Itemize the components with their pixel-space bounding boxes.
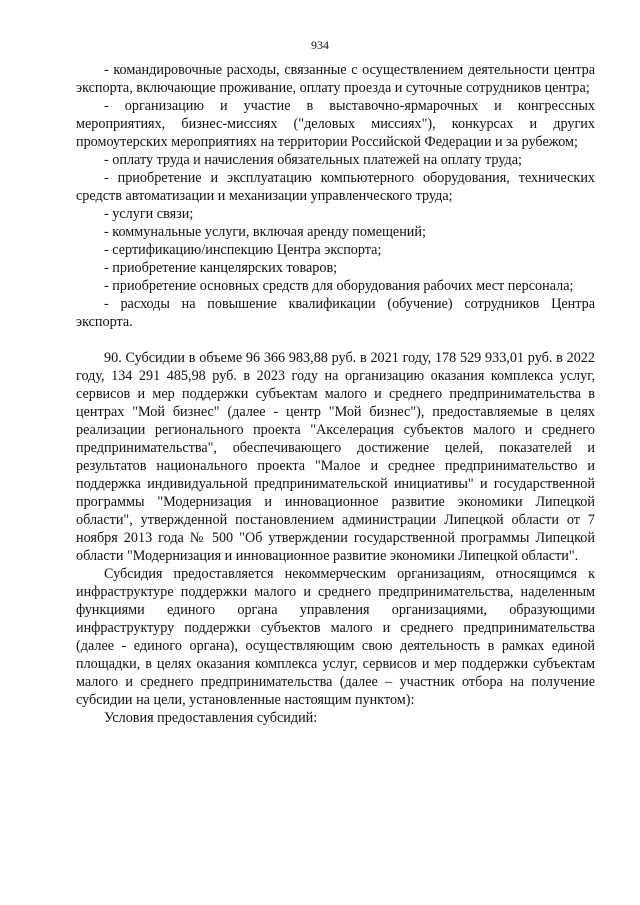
paragraph-subsidy-recipients: Субсидия предоставляется некоммерческим организациям, относящимся к инфраструктуре поддержки малого и среднего предпринимательства, наделенным функциями единого органа управления организациями, образующими инфраструктуру поддержки субъектов малого и среднего предпринимательства (далее - единого органа), осуществляющим свою деятельность в рамках единой площадки, в целях оказания комплекса услуг, сервисов и мер поддержки субъектам малого и среднего предпринимательства (далее – участник отбора на получение субсидии на цели, установленные настоящим пунктом): — [76, 566, 595, 708]
paragraph-subsidy-90: 90. Субсидии в объеме 96 366 983,88 руб. в 2021 году, 178 529 933,01 руб. в 2022 году, 134 291 485,98 руб. в 2023 году на организацию оказания комплекса услуг, сервисов и мер поддержки субъектам малого и среднего предпринимательства в центрах "Мой бизнес" (далее - центр "Мой бизнес"), предоставляемые в целях реализации регионального проекта "Акселерация субъектов малого и среднего предпринимательства", обеспечивающего достижение целей, показателей и результатов национального проекта "Малое и среднее предпринимательство и поддержка индивидуальной предпринимательской инициативы" и государственной программы "Модернизация и инновационное развитие экономики Липецкой области", утвержденной постановлением администрации Липецкой области от 7 ноября 2013 года № 500 "Об утверждении государственной программы Липецкой области "Модернизация и инновационное развитие экономики Липецкой области". — [76, 350, 595, 564]
page-number: 934 — [311, 38, 329, 52]
list-item: - оплату труда и начисления обязательных платежей на оплату труда; — [104, 152, 522, 168]
list-item: - приобретение основных средств для оборудования рабочих мест персонала; — [104, 278, 574, 294]
document-body — [76, 61, 595, 727]
list-item: - сертификацию/инспекцию Центра экспорта; — [104, 242, 382, 258]
list-item: - командировочные расходы, связанные с осуществлением деятельности центра экспорта, включающие проживание, оплату проезда и суточные сотрудников центра; — [76, 62, 595, 96]
list-item: - приобретение и эксплуатацию компьютерного оборудования, технических средств автоматизации и механизации управленческого труда; — [76, 170, 595, 204]
list-item: - услуги связи; — [104, 206, 194, 222]
paragraph-gap — [76, 331, 595, 349]
list-item: - приобретение канцелярских товаров; — [104, 260, 338, 276]
list-item: - организацию и участие в выставочно-ярмарочных и конгрессных мероприятиях, бизнес-миссиях ("деловых миссиях"), конкурсах и других промоутерских мероприятиях на территории Российской Федерации и за рубежом; — [76, 98, 595, 150]
list-item: - коммунальные услуги, включая аренду помещений; — [104, 224, 426, 240]
list-item: - расходы на повышение квалификации (обучение) сотрудников Центра экспорта. — [76, 296, 595, 330]
paragraph-conditions-heading: Условия предоставления субсидий: — [104, 710, 318, 726]
